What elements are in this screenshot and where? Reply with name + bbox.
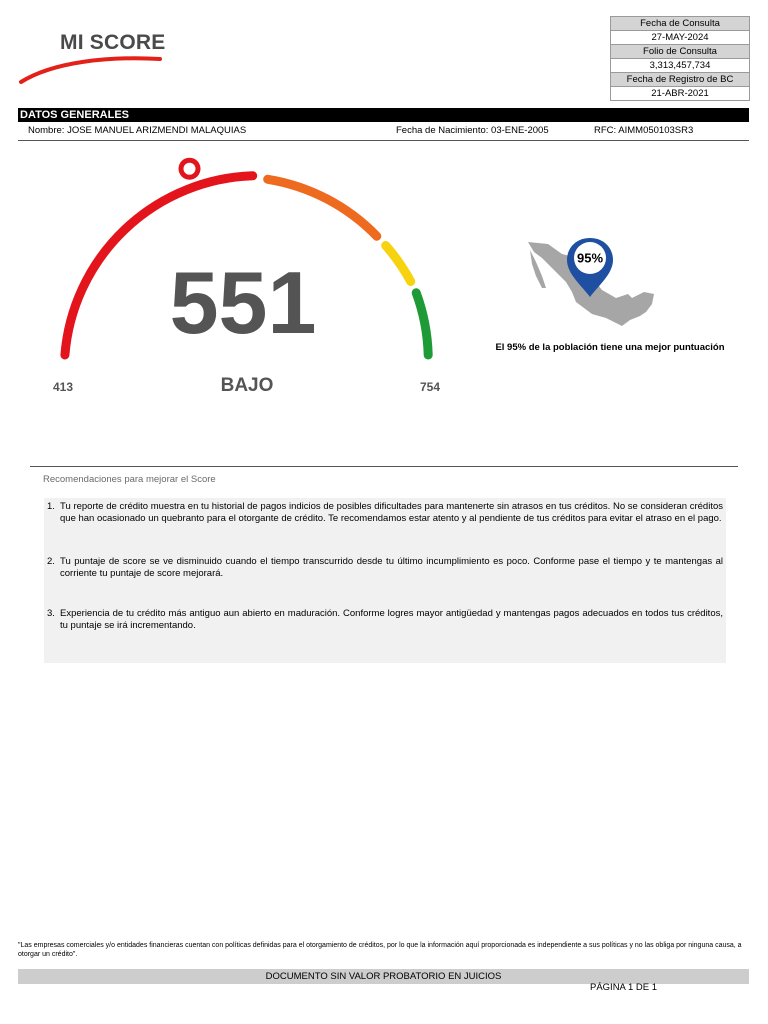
score-min: 413 <box>52 380 74 394</box>
gauge-arc-yellow <box>386 246 411 282</box>
fecha-registro-value: 21-ABR-2021 <box>611 87 750 101</box>
fecha-nacimiento-field: Fecha de Nacimiento: 03-ENE-2005 <box>396 125 549 136</box>
logo-swoosh-icon <box>18 50 163 86</box>
nombre-field: Nombre: JOSE MANUEL ARIZMENDI MALAQUIAS <box>28 125 247 136</box>
recommendation-number: 2. <box>47 556 55 567</box>
gauge-arc-green <box>416 293 428 355</box>
fecha-consulta-label: Fecha de Consulta <box>611 17 750 31</box>
recommendations-title: Recomendaciones para mejorar el Score <box>43 474 216 485</box>
recommendations-divider <box>30 466 738 467</box>
recommendation-text: Experiencia de tu crédito más antiguo aun abierto en maduración. Conforme logres mayor antigüedad y mantengas pagos adecuados en todos tus créditos, tu puntaje se irá incrementando. <box>60 608 723 631</box>
gauge-arc-orange <box>268 179 377 236</box>
folio-consulta-value: 3,313,457,734 <box>611 59 750 73</box>
gauge-marker <box>179 158 201 180</box>
fecha-consulta-value: 27-MAY-2024 <box>611 31 750 45</box>
page-number: PÁGINA 1 DE 1 <box>590 982 658 993</box>
footer-note: "Las empresas comerciales y/o entidades financieras cuentan con políticas definidas para el otorgamiento de créditos, por lo que la información aquí proporcionada es independiente a sus políticas y no las obliga por ninguna causa, a otorgar un crédito". <box>18 942 742 958</box>
recommendation-item <box>44 501 723 524</box>
score-rating: BAJO <box>220 375 274 396</box>
datos-generales-row <box>18 122 749 141</box>
logo-text: MI SCORE <box>60 31 166 54</box>
population-text: El 95% de la población tiene una mejor puntuación <box>495 342 725 353</box>
recommendation-text: Tu puntaje de score se ve disminuido cuando el tiempo transcurrido desde tu último incumplimiento es poco. Conforme pase el tiempo y te mantengas al corriente tu puntaje de score mejorará. <box>60 556 723 579</box>
score-value: 551 <box>169 253 317 352</box>
score-gauge <box>40 155 455 415</box>
score-max: 754 <box>419 380 441 394</box>
recommendation-item <box>44 608 723 631</box>
fecha-registro-label: Fecha de Registro de BC <box>611 73 750 87</box>
mexico-map <box>520 232 665 332</box>
population-percent: 95% <box>576 250 604 266</box>
folio-consulta-label: Folio de Consulta <box>611 45 750 59</box>
consulta-info-table <box>610 16 750 101</box>
recommendation-text: Tu reporte de crédito muestra en tu historial de pagos indicios de posibles dificultades para mantenerte sin atrasos en tus créditos. No se consideran créditos que han ocasionado un quebranto para el otorgante de crédito. Te recomendamos estar atento y al pendiente de tus créditos para evitar el atraso en el pago. <box>60 501 723 524</box>
recommendation-number: 1. <box>47 501 55 512</box>
recommendation-item <box>44 556 723 579</box>
footer-disclaimer: DOCUMENTO SIN VALOR PROBATORIO EN JUICIOS <box>18 969 749 984</box>
recommendation-number: 3. <box>47 608 55 619</box>
datos-generales-heading: DATOS GENERALES <box>18 108 749 122</box>
rfc-field: RFC: AIMM050103SR3 <box>594 125 694 136</box>
